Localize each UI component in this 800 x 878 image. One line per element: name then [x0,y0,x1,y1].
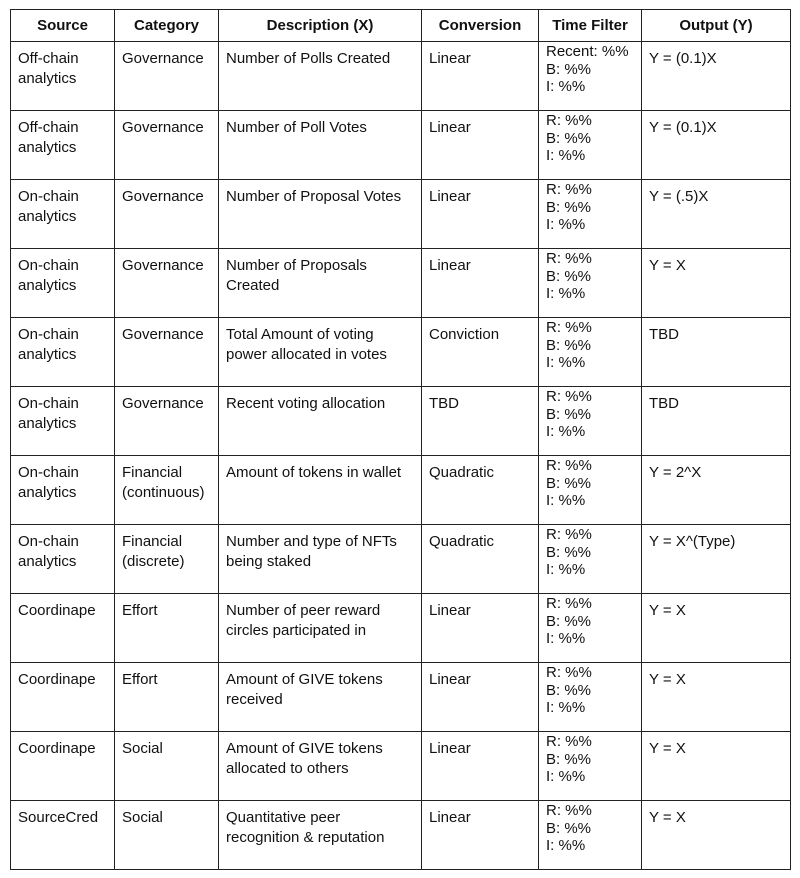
output-cell [642,318,791,387]
conversion-cell [422,387,539,456]
conversion-cell [422,732,539,801]
time-filter-list [539,249,641,303]
output-cell-text: Y = X [649,809,686,826]
category-cell [115,111,219,180]
conversion-cell-text: Linear [429,257,471,274]
output-cell-text: Y = (.5)X [649,188,709,205]
description-cell [219,180,422,249]
category-cell-text: Effort [122,671,158,688]
time-filter-list [539,594,641,648]
output-cell-text: Y = X [649,602,686,619]
description-cell [219,318,422,387]
conversion-cell [422,111,539,180]
time-filter-line: R: %% [546,526,592,543]
category-cell [115,249,219,318]
time-filter-cell [539,801,642,870]
table-row [11,42,791,111]
category-cell-text: Governance [122,119,204,136]
table-row [11,387,791,456]
description-cell-text: Number of Proposal Votes [226,188,402,205]
conversion-cell [422,663,539,732]
source-cell [11,42,115,111]
source-cell [11,111,115,180]
header-source: Source [11,10,115,42]
source-cell-text: On-chain analytics [18,188,79,225]
output-cell-text: Y = X [649,740,686,757]
source-cell-text: SourceCred [18,809,99,826]
time-filter-line: R: %% [546,388,592,405]
conversion-cell [422,180,539,249]
output-cell-text: Y = 2^X [649,464,702,481]
conversion-cell-text: Linear [429,119,471,136]
time-filter-list [539,732,641,786]
description-cell-text: Amount of GIVE tokens allocated to others [226,740,383,777]
category-cell [115,387,219,456]
time-filter-cell [539,387,642,456]
source-cell-text: Coordinape [18,740,96,757]
table-row [11,801,791,870]
time-filter-line: I: %% [546,561,586,578]
conversion-cell-text: TBD [429,395,459,412]
time-filter-line: R: %% [546,664,592,681]
time-filter-line: B: %% [546,681,592,699]
description-cell [219,387,422,456]
time-filter-line: B: %% [546,405,592,423]
output-cell-text: TBD [649,395,679,412]
data-table [10,9,791,870]
source-cell [11,525,115,594]
category-cell [115,801,219,870]
conversion-cell [422,801,539,870]
time-filter-line: R: %% [546,457,592,474]
time-filter-cell [539,318,642,387]
category-cell-text: Governance [122,50,204,67]
description-cell [219,249,422,318]
time-filter-cell [539,249,642,318]
category-cell [115,663,219,732]
output-cell [642,180,791,249]
time-filter-cell [539,42,642,111]
time-filter-cell [539,456,642,525]
output-cell [642,456,791,525]
description-cell-text: Amount of GIVE tokens received [226,671,383,708]
output-cell-text: TBD [649,326,679,343]
time-filter-line: B: %% [546,336,592,354]
description-cell-text: Recent voting allocation [226,395,386,412]
table-row [11,594,791,663]
time-filter-cell [539,111,642,180]
description-cell-text: Number of peer reward circles participated in [226,602,381,639]
conversion-cell-text: Linear [429,188,471,205]
conversion-cell-text: Linear [429,740,471,757]
source-cell [11,801,115,870]
category-cell-text: Financial (discrete) [122,533,185,570]
description-cell-text: Quantitative peer recognition & reputation [226,809,385,846]
source-cell [11,456,115,525]
category-cell-text: Governance [122,188,204,205]
category-cell-text: Effort [122,602,158,619]
output-cell [642,525,791,594]
category-cell-text: Financial (continuous) [122,464,205,501]
table-row [11,663,791,732]
description-cell [219,111,422,180]
output-cell [642,42,791,111]
time-filter-list [539,42,641,96]
category-cell-text: Social [122,740,163,757]
category-cell-text: Governance [122,257,204,274]
conversion-cell-text: Linear [429,809,471,826]
category-cell-text: Social [122,809,163,826]
output-cell [642,111,791,180]
time-filter-line: B: %% [546,474,592,492]
category-cell [115,318,219,387]
output-cell-text: Y = (0.1)X [649,119,717,136]
time-filter-line: R: %% [546,595,592,612]
time-filter-line: B: %% [546,819,592,837]
time-filter-list [539,111,641,165]
header-category: Category [115,10,219,42]
time-filter-line: I: %% [546,216,586,233]
time-filter-list [539,318,641,372]
conversion-cell [422,525,539,594]
conversion-cell [422,318,539,387]
time-filter-cell [539,594,642,663]
source-cell-text: On-chain analytics [18,326,79,363]
source-cell [11,594,115,663]
output-cell-text: Y = X [649,257,686,274]
source-cell [11,387,115,456]
conversion-cell [422,456,539,525]
conversion-cell-text: Quadratic [429,464,495,481]
header-output: Output (Y) [642,10,791,42]
header-description: Description (X) [219,10,422,42]
conversion-cell-text: Linear [429,671,471,688]
time-filter-line: B: %% [546,129,592,147]
description-cell-text: Number of Polls Created [226,50,391,67]
output-cell [642,732,791,801]
description-cell [219,456,422,525]
output-cell [642,387,791,456]
time-filter-line: R: %% [546,802,592,819]
category-cell [115,180,219,249]
time-filter-line: R: %% [546,250,592,267]
category-cell [115,456,219,525]
time-filter-line: I: %% [546,837,586,854]
time-filter-cell [539,180,642,249]
time-filter-cell [539,732,642,801]
table-row [11,318,791,387]
time-filter-line: B: %% [546,612,592,630]
time-filter-list [539,663,641,717]
time-filter-line: B: %% [546,267,592,285]
time-filter-list [539,525,641,579]
source-cell [11,732,115,801]
conversion-cell-text: Conviction [429,326,500,343]
category-cell [115,732,219,801]
source-cell-text: Off-chain analytics [18,50,79,87]
table-row [11,180,791,249]
time-filter-list [539,801,641,855]
time-filter-line: I: %% [546,354,586,371]
header-time-filter: Time Filter [539,10,642,42]
description-cell [219,525,422,594]
table-row [11,456,791,525]
category-cell [115,525,219,594]
category-cell-text: Governance [122,395,204,412]
time-filter-line: I: %% [546,699,586,716]
source-cell-text: On-chain analytics [18,533,79,570]
category-cell-text: Governance [122,326,204,343]
source-cell [11,318,115,387]
time-filter-list [539,180,641,234]
time-filter-line: R: %% [546,181,592,198]
category-cell [115,594,219,663]
table-row [11,525,791,594]
time-filter-line: I: %% [546,78,586,95]
source-cell-text: Coordinape [18,602,96,619]
time-filter-line: I: %% [546,630,586,647]
output-cell [642,249,791,318]
header-conversion: Conversion [422,10,539,42]
time-filter-line: I: %% [546,492,586,509]
output-cell [642,594,791,663]
time-filter-line: R: %% [546,319,592,336]
conversion-cell-text: Linear [429,602,471,619]
time-filter-line: B: %% [546,750,592,768]
description-cell [219,732,422,801]
description-cell-text: Number of Proposals Created [226,257,367,294]
source-cell [11,249,115,318]
conversion-cell [422,249,539,318]
source-cell-text: Off-chain analytics [18,119,79,156]
description-cell-text: Number of Poll Votes [226,119,367,136]
source-cell [11,663,115,732]
description-cell-text: Number and type of NFTs being staked [226,533,397,570]
conversion-cell [422,594,539,663]
category-cell [115,42,219,111]
source-cell-text: On-chain analytics [18,395,79,432]
source-cell-text: Coordinape [18,671,96,688]
output-cell-text: Y = X^(Type) [649,533,736,550]
time-filter-cell [539,663,642,732]
time-filter-line: I: %% [546,147,586,164]
description-cell [219,42,422,111]
description-cell [219,663,422,732]
table-row [11,111,791,180]
description-cell [219,594,422,663]
table-row [11,249,791,318]
table-body [11,42,791,870]
time-filter-line: I: %% [546,285,586,302]
source-cell-text: On-chain analytics [18,464,79,501]
description-cell-text: Total Amount of voting power allocated in votes [226,326,387,363]
source-cell-text: On-chain analytics [18,257,79,294]
output-cell [642,801,791,870]
time-filter-line: Recent: %% [546,43,629,60]
source-cell [11,180,115,249]
conversion-cell-text: Quadratic [429,533,495,550]
table-container [10,9,791,870]
time-filter-line: B: %% [546,198,592,216]
description-cell [219,801,422,870]
table-row [11,732,791,801]
time-filter-line: R: %% [546,733,592,750]
time-filter-list [539,456,641,510]
time-filter-list [539,387,641,441]
time-filter-line: B: %% [546,60,592,78]
conversion-cell [422,42,539,111]
output-cell [642,663,791,732]
conversion-cell-text: Linear [429,50,471,67]
header-row [11,10,791,42]
output-cell-text: Y = X [649,671,686,688]
output-cell-text: Y = (0.1)X [649,50,717,67]
time-filter-line: B: %% [546,543,592,561]
time-filter-line: R: %% [546,112,592,129]
description-cell-text: Amount of tokens in wallet [226,464,402,481]
time-filter-line: I: %% [546,768,586,785]
time-filter-cell [539,525,642,594]
time-filter-line: I: %% [546,423,586,440]
